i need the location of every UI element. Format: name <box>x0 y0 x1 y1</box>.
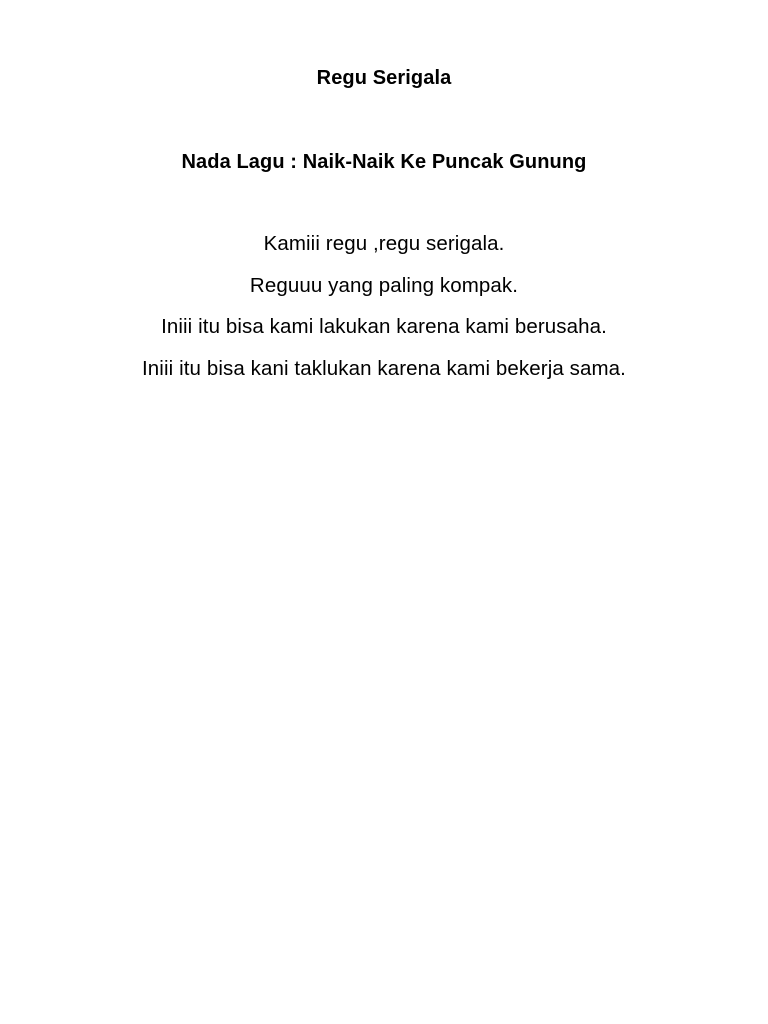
song-melody-label: Nada Lagu : Naik-Naik Ke Puncak Gunung <box>181 151 587 173</box>
song-title: Regu Serigala <box>316 67 452 89</box>
lyric-line-1: Kamiii regu ,regu serigala. <box>263 232 505 255</box>
lyric-line-3: Iniii itu bisa kami lakukan karena kami berusaha. <box>161 315 607 338</box>
lyrics-block <box>0 230 768 396</box>
lyric-line-2: Reguuu yang paling kompak. <box>249 273 519 297</box>
lyric-line-4: Iniii itu bisa kani taklukan karena kami bekerja sama. <box>142 356 626 380</box>
